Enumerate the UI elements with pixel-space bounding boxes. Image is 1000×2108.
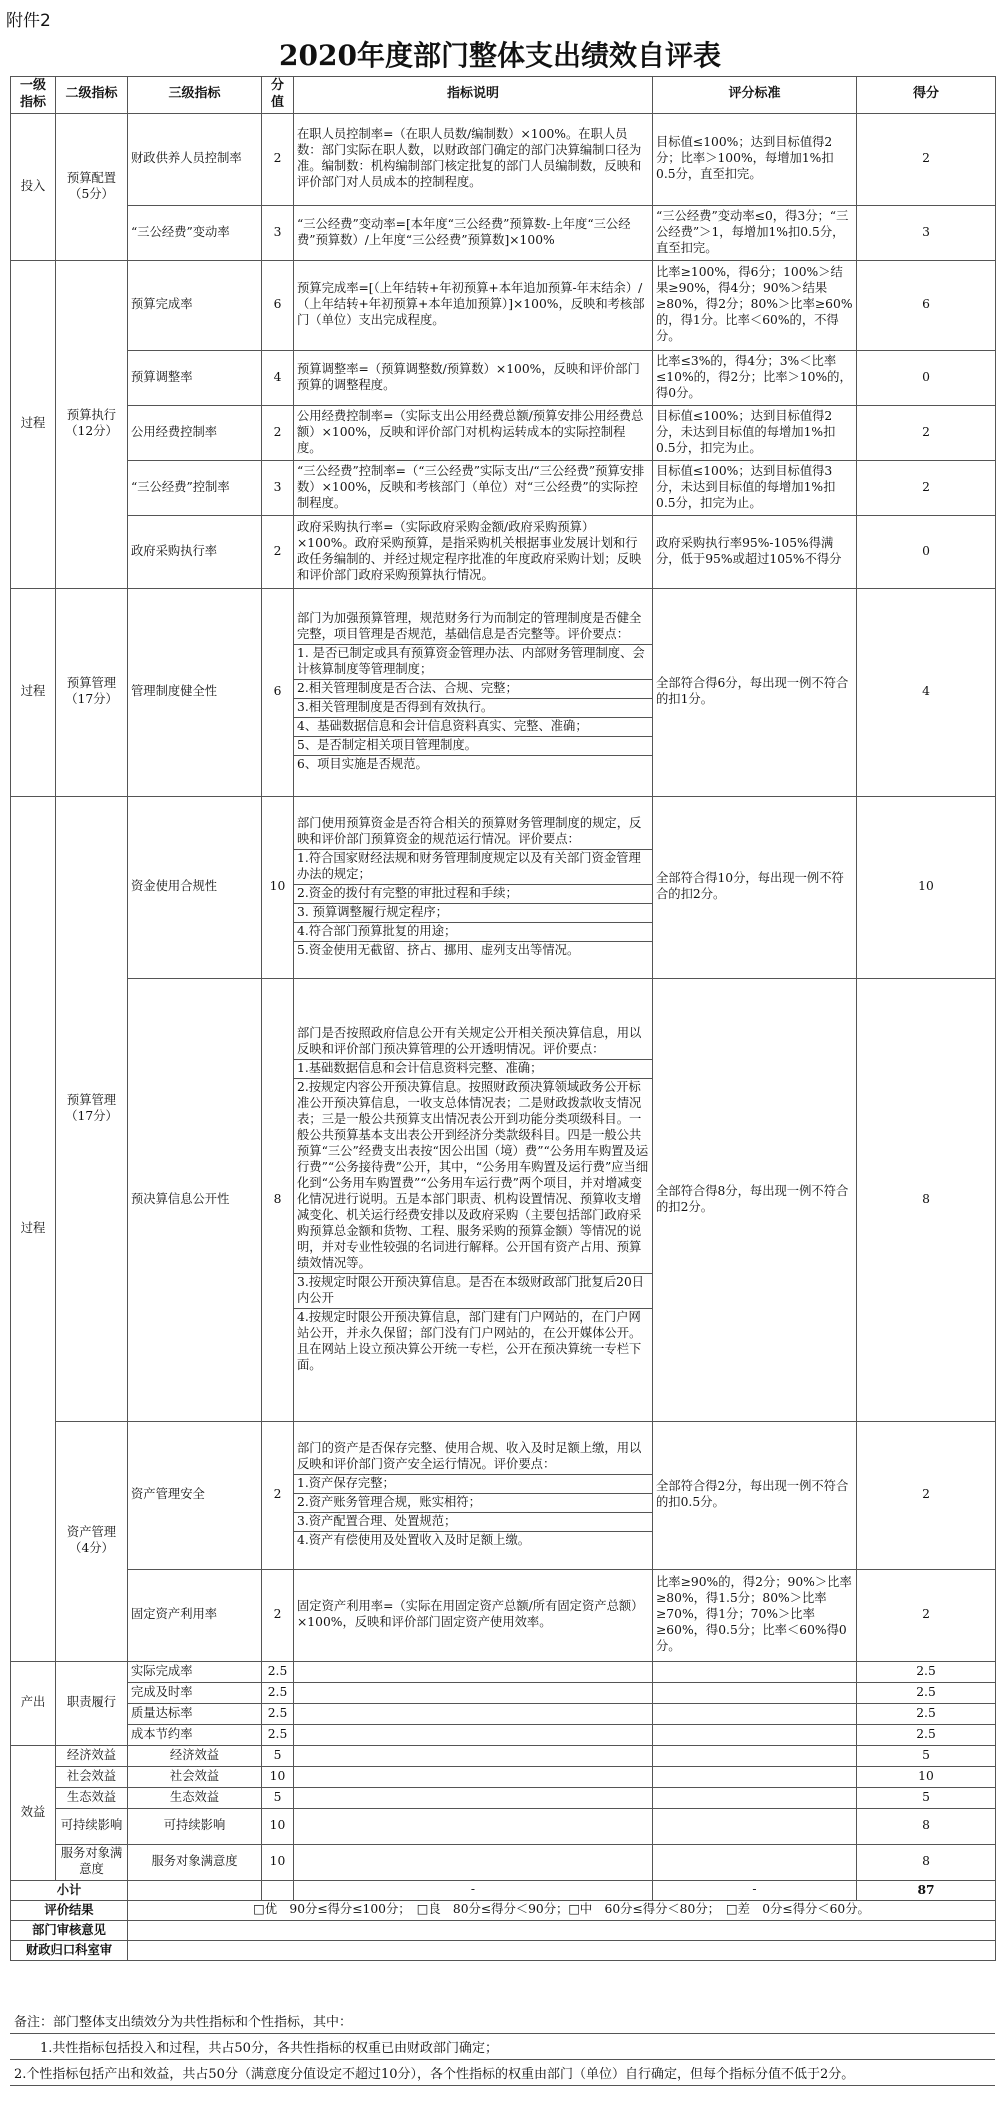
std-cell [653, 1766, 857, 1787]
desc-line: 5、是否制定相关项目管理制度。 [294, 736, 652, 755]
level1-cell: 过程 [11, 260, 56, 588]
score-cell: 3 [857, 205, 996, 260]
level2-cell: 预算管理（17分） [56, 588, 128, 796]
table-row [11, 1703, 996, 1724]
std-cell [653, 1745, 857, 1766]
desc-cell: 公用经费控制率=（实际支出公用经费总额/预算安排公用经费总额）×100%，反映和评价部门对机构运转成本的实际控制程度。 [294, 405, 653, 460]
level3-cell: “三公经费”控制率 [128, 460, 262, 515]
std-cell [653, 1682, 857, 1703]
review-label: 财政归口科室审 [11, 1940, 128, 1960]
table-row [11, 1724, 996, 1745]
level3-cell: 生态效益 [128, 1787, 262, 1808]
level3-cell: 成本节约率 [128, 1724, 262, 1745]
notes-item: 2.个性指标包括产出和效益，共占50分（满意度分值设定不超过10分），各个性指标的权重由部门（单位）自行确定，但每个指标分值不低于2分。 [10, 2059, 995, 2086]
level3-cell: 可持续影响 [128, 1808, 262, 1844]
desc-line: 部门的资产是否保存完整、使用合规、收入及时足额上缴，用以反映和评价部门资产安全运行情况。评价要点： [297, 1441, 642, 1472]
desc-line: 2.相关管理制度是否合法、合规、完整； [294, 679, 652, 698]
desc-cell [294, 1808, 653, 1844]
level3-cell: “三公经费”变动率 [128, 205, 262, 260]
level2-cell: 预算管理（17分） [56, 796, 128, 1421]
desc-line: 3. 预算调整履行规定程序； [294, 903, 652, 922]
score-cell: 0 [857, 515, 996, 588]
desc-cell [294, 1682, 653, 1703]
score-cell: 2 [857, 113, 996, 205]
weight-cell: 2.5 [262, 1682, 294, 1703]
subtotal-row [11, 1880, 996, 1900]
std-cell: 全部符合得10分，每出现一例不符合的扣2分。 [653, 796, 857, 978]
col-header: 分值 [262, 77, 294, 114]
level1-cell: 产出 [11, 1661, 56, 1745]
desc-line: 2.按规定内容公开预决算信息。按照财政预决算领域政务公开标准公开预决算信息，一收支总体情况表；二是财政拨款收支情况表；三是一般公共预算支出情况表公开到功能分类项级科目。一般公共预算基本支出表公开到经济分类款级科目。四是一般公共预算“三公”经费支出表按“因公出国（境）费”“公务用车购置及运行费”“公务接待费”公开，其中，“公务用车购置及运行费”应当细化到“公务用车购置费”“公务用车运行费”两个项目，并对增减变化情况进行说明。五是本部门职责、机构设置情况、预算收支增减变化、机关运行经费安排以及政府采购（主要包括部门政府采购预算总金额和货物、工程、服务采购的预算金额）等情况的说明，并对专业性较强的名词进行解释。公开国有资产占用、预算绩效情况等。 [294, 1078, 652, 1273]
score-cell: 2 [857, 460, 996, 515]
std-cell: 全部符合得2分，每出现一例不符合的扣0.5分。 [653, 1421, 857, 1569]
level3-cell: 社会效益 [128, 1766, 262, 1787]
weight-cell: 2 [262, 515, 294, 588]
desc-cell: 预算完成率=[（上年结转+年初预算+本年追加预算-年末结余）/（上年结转+年初预算+本年追加预算）]×100%，反映和考核部门（单位）支出完成程度。 [294, 260, 653, 350]
std-cell: “三公经费”变动率≤0，得3分；“三公经费”＞1，每增加1%扣0.5分，直至扣完。 [653, 205, 857, 260]
weight-cell: 3 [262, 460, 294, 515]
desc-line: 3.资产配置合理、处置规范； [294, 1512, 652, 1531]
level3-cell: 质量达标率 [128, 1703, 262, 1724]
level3-cell: 财政供养人员控制率 [128, 113, 262, 205]
table-row [11, 1745, 996, 1766]
desc-line: 3.相关管理制度是否得到有效执行。 [294, 698, 652, 717]
score-cell: 5 [857, 1745, 996, 1766]
std-cell: 全部符合得6分，每出现一例不符合的扣1分。 [653, 588, 857, 796]
weight-cell: 6 [262, 588, 294, 796]
level2-cell: 资产管理（4分） [56, 1421, 128, 1661]
table-row [11, 796, 996, 978]
subtotal-label: 小计 [11, 1880, 128, 1900]
score-cell: 2.5 [857, 1724, 996, 1745]
level3-cell: 管理制度健全性 [128, 588, 262, 796]
review-row [11, 1940, 996, 1960]
attachment-label: 附件2 [6, 11, 51, 31]
score-cell: 6 [857, 260, 996, 350]
desc-line: 6、项目实施是否规范。 [294, 755, 652, 774]
weight-cell: 10 [262, 1766, 294, 1787]
std-cell [653, 1703, 857, 1724]
table-row [11, 205, 996, 260]
review-label: 部门审核意见 [11, 1920, 128, 1940]
std-cell: 目标值≤100%；达到目标值得3分，未达到目标值的每增加1%扣0.5分，扣完为止。 [653, 460, 857, 515]
desc-line: 1.资产保存完整； [294, 1474, 652, 1493]
weight-cell: 6 [262, 260, 294, 350]
weight-cell: 2.5 [262, 1703, 294, 1724]
desc-cell: “三公经费”控制率=（“三公经费”实际支出/“三公经费”预算安排数）×100%，反映和考核部门（单位）对“三公经费”的实际控制程度。 [294, 460, 653, 515]
weight-cell: 2 [262, 1421, 294, 1569]
col-header: 指标说明 [294, 77, 653, 114]
table-row [11, 1808, 996, 1844]
col-header: 得分 [857, 77, 996, 114]
result-label: 评价结果 [11, 1900, 128, 1920]
score-cell: 8 [857, 1844, 996, 1880]
level2-cell: 预算配置（5分） [56, 113, 128, 260]
std-cell: 目标值≤100%；达到目标值得2分，未达到目标值的每增加1%扣0.5分，扣完为止。 [653, 405, 857, 460]
desc-cell [294, 1421, 653, 1569]
table-row [11, 1844, 996, 1880]
desc-line: 1.符合国家财经法规和财务管理制度规定以及有关部门资金管理办法的规定； [294, 849, 652, 884]
weight-cell: 3 [262, 205, 294, 260]
table-row [11, 460, 996, 515]
table-row [11, 405, 996, 460]
weight-cell: 10 [262, 1844, 294, 1880]
review-value [128, 1920, 996, 1940]
col-header: 评分标准 [653, 77, 857, 114]
weight-cell: 10 [262, 1808, 294, 1844]
score-cell: 2 [857, 405, 996, 460]
notes-item: 1.共性指标包括投入和过程，共占50分，各共性指标的权重已由财政部门确定； [10, 2033, 995, 2059]
desc-cell [294, 978, 653, 1421]
score-cell: 2 [857, 1569, 996, 1661]
std-cell [653, 1808, 857, 1844]
evaluation-table [10, 76, 996, 1961]
result-row [11, 1900, 996, 1920]
table-row [11, 1787, 996, 1808]
table-row [11, 260, 996, 350]
desc-cell [294, 796, 653, 978]
std-cell [653, 1787, 857, 1808]
table-row [11, 588, 996, 796]
level1-cell: 效益 [11, 1745, 56, 1880]
score-cell: 5 [857, 1787, 996, 1808]
table-row [11, 350, 996, 405]
score-cell: 10 [857, 1766, 996, 1787]
desc-line: 1. 是否已制定或具有预算资金管理办法、内部财务管理制度、会计核算制度等管理制度； [294, 644, 652, 679]
subtotal-dash: - [294, 1880, 653, 1900]
desc-cell: 在职人员控制率=（在职人员数/编制数）×100%。在职人员数：部门实际在职人数，以财政部门确定的部门决算编制口径为准。编制数：机构编制部门核定批复的部门人员编制数，反映和评价部门对人员成本的控制程度。 [294, 113, 653, 205]
weight-cell: 10 [262, 796, 294, 978]
std-cell: 比率≥90%的，得2分；90%＞比率≥80%，得1.5分；80%＞比率≥70%，得1分；70%＞比率≥60%，得0.5分；比率＜60%得0分。 [653, 1569, 857, 1661]
desc-cell [294, 1724, 653, 1745]
desc-cell: 固定资产利用率=（实际在用固定资产总额/所有固定资产总额）×100%，反映和评价部门固定资产使用效率。 [294, 1569, 653, 1661]
level1-cell: 过程 [11, 588, 56, 796]
table-row [11, 1661, 996, 1682]
desc-line: 4.资产有偿使用及处置收入及时足额上缴。 [294, 1531, 652, 1550]
subtotal-score: 87 [857, 1880, 996, 1900]
desc-line: 部门是否按照政府信息公开有关规定公开相关预决算信息，用以反映和评价部门预决算管理的公开透明情况。评价要点： [297, 1025, 642, 1056]
desc-cell [294, 1745, 653, 1766]
level1-cell: 过程 [11, 796, 56, 1661]
weight-cell: 2 [262, 113, 294, 205]
desc-cell [294, 1844, 653, 1880]
level3-cell: 固定资产利用率 [128, 1569, 262, 1661]
result-options: □优 90分≤得分≤100分； □良 80分≤得分＜90分；□中 60分≤得分＜80分； □差 0分≤得分＜60分。 [128, 1900, 996, 1920]
table-row [11, 978, 996, 1421]
table-row [11, 1569, 996, 1661]
desc-line: 1.基础数据信息和会计信息资料完整、准确； [294, 1059, 652, 1078]
desc-line: 3.按规定时限公开预决算信息。是否在本级财政部门批复后20日内公开 [294, 1273, 652, 1308]
level3-cell: 服务对象满意度 [128, 1844, 262, 1880]
std-cell: 比率≤3%的，得4分；3%＜比率≤10%的，得2分；比率＞10%的，得0分。 [653, 350, 857, 405]
col-header: 三级指标 [128, 77, 262, 114]
weight-cell: 2.5 [262, 1661, 294, 1682]
std-cell: 比率≥100%，得6分；100%＞结果≥90%，得4分；90%＞结果≥80%，得2分；80%＞比率≥60%的，得1分。比率＜60%的，不得分。 [653, 260, 857, 350]
level2-cell: 预算执行（12分） [56, 260, 128, 588]
level3-cell: 预决算信息公开性 [128, 978, 262, 1421]
level3-cell: 预算调整率 [128, 350, 262, 405]
level2-cell: 生态效益 [56, 1787, 128, 1808]
desc-line: 部门使用预算资金是否符合相关的预算财务管理制度的规定，反映和评价部门预算资金的规范运行情况。评价要点： [297, 815, 642, 846]
level3-cell: 公用经费控制率 [128, 405, 262, 460]
page-title: 2020年度部门整体支出绩效自评表 [279, 39, 721, 72]
desc-line: 4、基础数据信息和会计信息资料真实、完整、准确； [294, 717, 652, 736]
std-cell: 政府采购执行率95%-105%得满分，低于95%或超过105%不得分 [653, 515, 857, 588]
score-cell: 4 [857, 588, 996, 796]
weight-cell: 2 [262, 405, 294, 460]
std-cell [653, 1844, 857, 1880]
notes [10, 2008, 995, 2086]
weight-cell: 4 [262, 350, 294, 405]
level3-cell: 政府采购执行率 [128, 515, 262, 588]
desc-cell [294, 1766, 653, 1787]
std-cell: 全部符合得8分，每出现一例不符合的扣2分。 [653, 978, 857, 1421]
table-row [11, 113, 996, 205]
level3-cell: 完成及时率 [128, 1682, 262, 1703]
score-cell: 10 [857, 796, 996, 978]
empty-cell [262, 1880, 294, 1900]
level3-cell: 实际完成率 [128, 1661, 262, 1682]
weight-cell: 5 [262, 1745, 294, 1766]
notes-intro: 备注：部门整体支出绩效分为共性指标和个性指标，其中： [14, 2015, 353, 2030]
desc-cell [294, 1703, 653, 1724]
subtotal-dash: - [653, 1880, 857, 1900]
desc-line: 4.按规定时限公开预决算信息，部门建有门户网站的，在门户网站公开，并永久保留；部门没有门户网站的，在公开媒体公开。且在网站上设立预决算公开统一专栏，公开在预决算统一专栏下面。 [294, 1308, 652, 1375]
level3-cell: 经济效益 [128, 1745, 262, 1766]
score-cell: 2.5 [857, 1661, 996, 1682]
desc-line: 5.资金使用无截留、挤占、挪用、虚列支出等情况。 [294, 941, 652, 960]
score-cell: 8 [857, 1808, 996, 1844]
std-cell: 目标值≤100%；达到目标值得2分；比率＞100%，每增加1%扣0.5分，直至扣完。 [653, 113, 857, 205]
level3-cell: 预算完成率 [128, 260, 262, 350]
desc-cell [294, 588, 653, 796]
desc-cell: “三公经费”变动率=[本年度“三公经费”预算数-上年度“三公经费”预算数）/上年度“三公经费”预算数]×100% [294, 205, 653, 260]
desc-line: 2.资金的拨付有完整的审批过程和手续； [294, 884, 652, 903]
weight-cell: 8 [262, 978, 294, 1421]
empty-cell [128, 1880, 262, 1900]
score-cell: 2.5 [857, 1703, 996, 1724]
table-row [11, 515, 996, 588]
desc-line: 4.符合部门预算批复的用途； [294, 922, 652, 941]
std-cell [653, 1661, 857, 1682]
col-header: 一级指标 [11, 77, 56, 114]
desc-cell: 预算调整率=（预算调整数/预算数）×100%，反映和评价部门预算的调整程度。 [294, 350, 653, 405]
weight-cell: 2 [262, 1569, 294, 1661]
score-cell: 0 [857, 350, 996, 405]
table-row [11, 1682, 996, 1703]
desc-line: 2.资产账务管理合规，账实相符； [294, 1493, 652, 1512]
col-header: 二级指标 [56, 77, 128, 114]
table-row [11, 1421, 996, 1569]
level2-cell: 经济效益 [56, 1745, 128, 1766]
score-cell: 8 [857, 978, 996, 1421]
weight-cell: 2.5 [262, 1724, 294, 1745]
table-row [11, 1766, 996, 1787]
header-row [11, 77, 996, 114]
review-value [128, 1940, 996, 1960]
review-row [11, 1920, 996, 1940]
level2-cell: 社会效益 [56, 1766, 128, 1787]
level3-cell: 资金使用合规性 [128, 796, 262, 978]
score-cell: 2 [857, 1421, 996, 1569]
level2-cell: 职责履行 [56, 1661, 128, 1745]
weight-cell: 5 [262, 1787, 294, 1808]
desc-cell [294, 1661, 653, 1682]
desc-cell [294, 1787, 653, 1808]
level3-cell: 资产管理安全 [128, 1421, 262, 1569]
level1-cell: 投入 [11, 113, 56, 260]
score-cell: 2.5 [857, 1682, 996, 1703]
level2-cell: 服务对象满意度 [56, 1844, 128, 1880]
desc-cell: 政府采购执行率=（实际政府采购金额/政府采购预算）×100%。政府采购预算，是指采购机关根据事业发展计划和行政任务编制的、并经过规定程序批准的年度政府采购计划；反映和评价部门政府采购预算执行情况。 [294, 515, 653, 588]
desc-line: 部门为加强预算管理，规范财务行为而制定的管理制度是否健全完整，项目管理是否规范，基础信息是否完整等。评价要点： [297, 611, 642, 642]
std-cell [653, 1724, 857, 1745]
level2-cell: 可持续影响 [56, 1808, 128, 1844]
